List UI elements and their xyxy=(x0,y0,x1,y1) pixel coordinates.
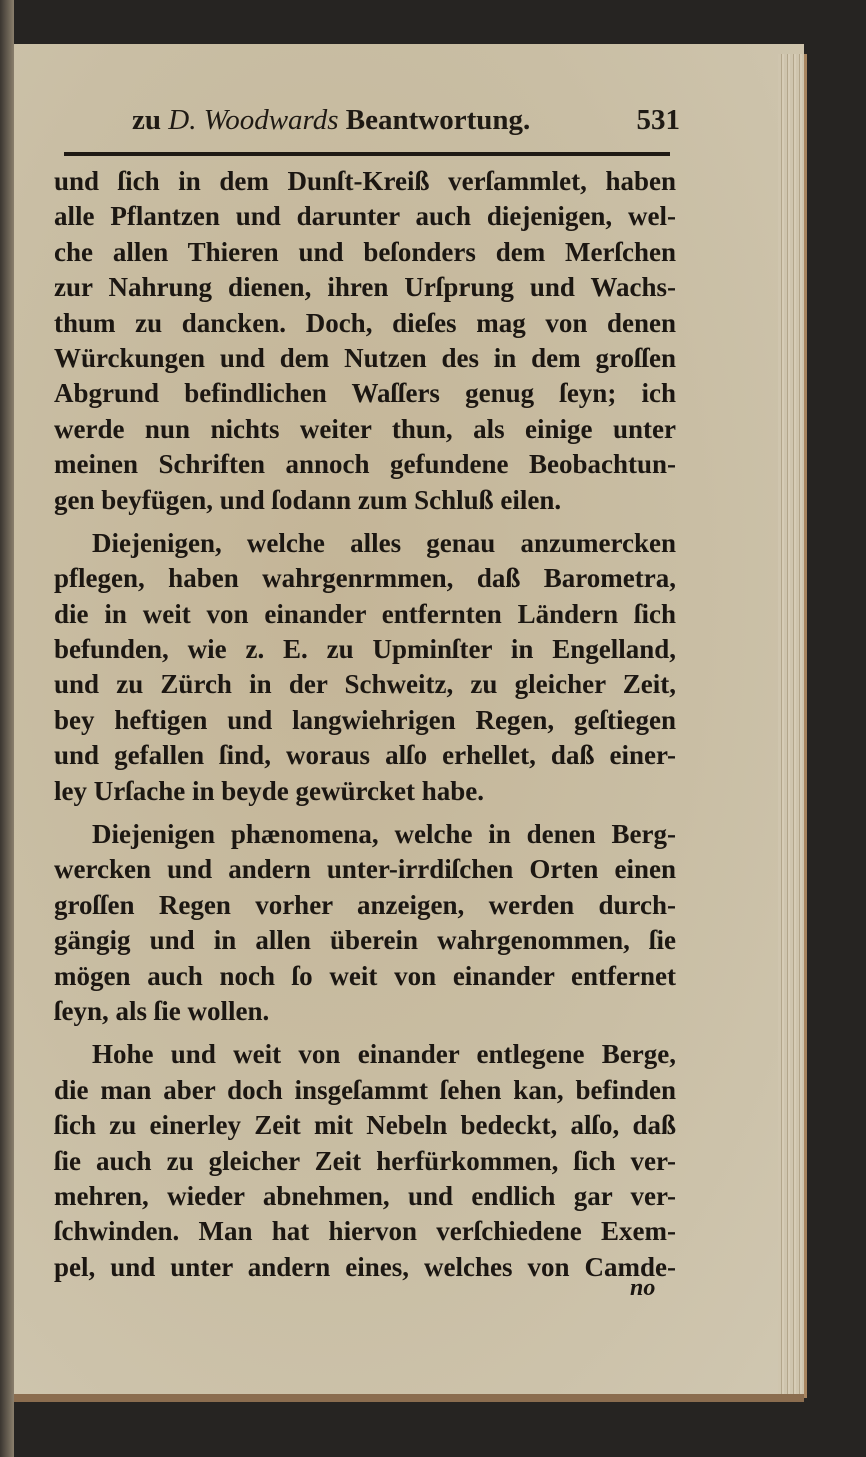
text-line: mögen auch noch ſo weit von einander entfernet xyxy=(54,960,676,991)
text-line: che allen Thieren und beſonders dem Merſchen xyxy=(54,236,676,267)
text-line: wercken und andern unter-irrdiſchen Orten einen xyxy=(54,854,676,885)
text-line: mehren, wieder abnehmen, und endlich gar ver- xyxy=(54,1180,676,1211)
text-line: die man aber doch insgeſammt ſehen kan, befinden xyxy=(54,1074,676,1105)
text-line: befunden, wie z. E. zu Upminſter in Engelland, xyxy=(54,634,676,665)
text-line: und gefallen ſind, woraus alſo erhellet, daß einer- xyxy=(54,740,676,771)
running-head-title: Beantwortung. xyxy=(345,104,531,136)
text-line: Diejenigen, welche alles genau anzumercken xyxy=(92,527,676,558)
paragraph xyxy=(54,1037,676,1285)
text-line: gängig und in allen überein wahrgenommen, ſie xyxy=(54,925,676,956)
text-line: Würckungen und dem Nutzen des in dem groſſen xyxy=(54,342,676,373)
text-line: groſſen Regen vorher anzeigen, werden durch- xyxy=(54,889,676,920)
page-body xyxy=(54,164,676,1293)
paragraph xyxy=(54,526,676,809)
paragraph xyxy=(54,817,676,1029)
text-line: die in weit von einander entfernten Ländern ſich xyxy=(54,598,676,629)
paragraph xyxy=(54,164,676,518)
text-line: Diejenigen phænomena, welche in denen Berg- xyxy=(92,819,676,850)
text-line: werde nun nichts weiter thun, als einige unter xyxy=(54,413,676,444)
running-head-author: D. Woodwards xyxy=(168,104,339,136)
book-gutter xyxy=(0,0,14,1457)
text-line: ſie auch zu gleicher Zeit herfürkommen, ſich ver- xyxy=(54,1145,676,1176)
text-line: gen beyfügen, und ſodann zum Schluß eilen. xyxy=(54,484,562,515)
text-line: Hohe und weit von einander entlegene Berge, xyxy=(92,1039,676,1070)
text-line: zur Nahrung dienen, ihren Urſprung und Wachs- xyxy=(54,272,676,303)
page-number: 531 xyxy=(636,104,680,136)
running-head xyxy=(132,104,530,137)
text-line: ſich zu einerley Zeit mit Nebeln bedeckt, alſo, daß xyxy=(54,1110,676,1141)
running-head-prefix: zu xyxy=(132,104,161,136)
text-line: pflegen, haben wahrgenrmmen, daß Barometra, xyxy=(54,563,676,594)
text-line: bey heftigen und langwiehrigen Regen, geſtiegen xyxy=(54,704,676,735)
text-line: und ſich in dem Dunſt-Kreiß verſammlet, haben xyxy=(54,166,676,196)
text-line: ſeyn, als ſie wollen. xyxy=(54,995,270,1026)
text-line: und zu Zürch in der Schweitz, zu gleicher Zeit, xyxy=(54,669,676,700)
text-line: alle Pflantzen und darunter auch diejenigen, wel- xyxy=(54,201,676,232)
running-header xyxy=(132,104,680,144)
page-bottom-edge xyxy=(14,1394,804,1402)
text-line: thum zu dancken. Doch, dieſes mag von denen xyxy=(54,307,676,338)
catchword: no xyxy=(630,1275,656,1301)
text-line: ſchwinden. Man hat hiervon verſchiedene Exem- xyxy=(54,1216,676,1247)
text-line: ley Urſache in beyde gewürcket habe. xyxy=(54,775,484,806)
page-edges xyxy=(778,54,807,1398)
text-line: Abgrund befindlichen Waſſers genug ſeyn; ich xyxy=(54,378,676,409)
text-line: meinen Schriften annoch gefundene Beobachtun- xyxy=(54,449,676,480)
header-rule xyxy=(64,152,670,156)
text-line: pel, und unter andern eines, welches von Camde- xyxy=(54,1251,676,1282)
